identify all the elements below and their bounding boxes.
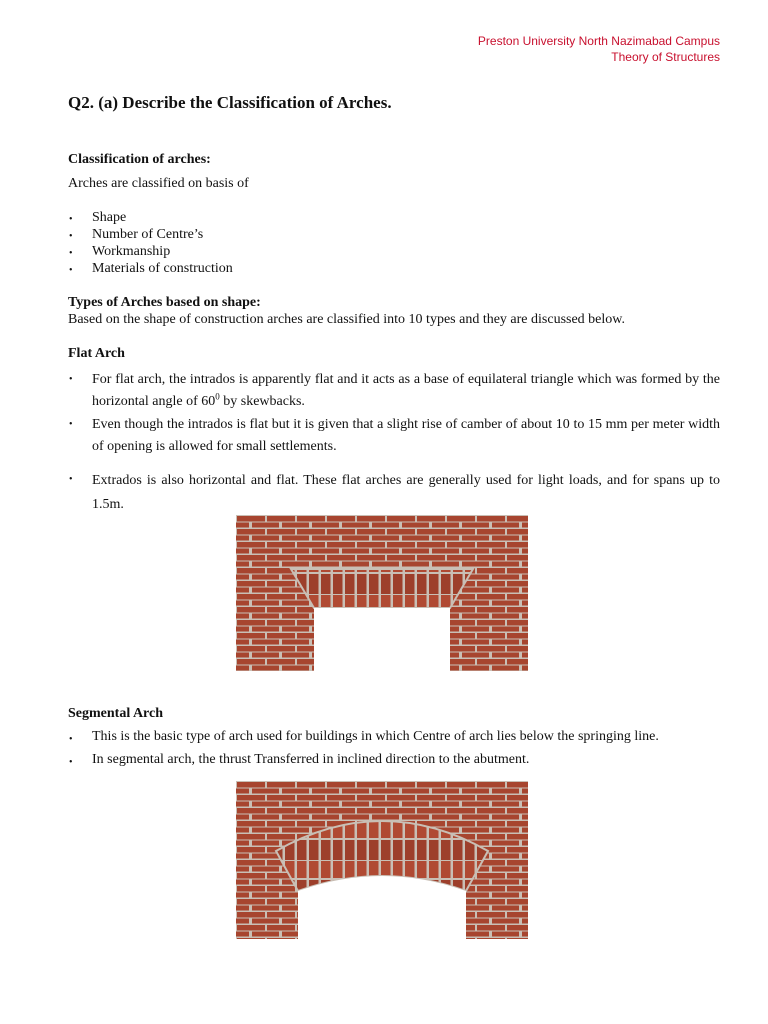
list-item: Number of Centre’s [92,227,204,242]
classification-heading: Classification of arches: [68,152,211,167]
bullet-icon: • [69,248,73,259]
segmental-arch-bullet-1: This is the basic type of arch used for buildings in which Centre of arch lies below the springing line. [92,729,659,744]
bullet-icon: • [69,265,73,276]
bullet-icon: • [69,419,73,430]
segmental-arch-figure [236,781,528,939]
types-heading: Types of Arches based on shape: [68,295,261,310]
classification-intro: Arches are classified on basis of [68,176,249,191]
list-item: Workmanship [92,244,171,259]
flat-arch-bullet-1: For flat arch, the intrados is apparently flat and it acts as a base of equilateral triangle which was formed by the horizontal angle of $60^0$ by skewbacks. [92,372,720,409]
flat-arch-bullet-2: Even though the intrados is flat but it is given that a slight rise of camber of about 10 to 15 mm per meter width of opening is allowed for small settlements. [92,417,720,454]
segmental-arch-heading: Segmental Arch [68,706,164,721]
header-campus: Preston University North Nazimabad Campus [477,34,720,48]
header-course: Theory of Structures [611,50,720,64]
bullet-icon: • [69,734,73,745]
list-item: Materials of construction [92,261,233,276]
flat-arch-bullet-3: Extrados is also horizontal and flat. These flat arches are generally used for light loads, and for spans up to 1.5m. [92,473,720,512]
bullet-icon: • [69,214,73,225]
segmental-arch-bullet-2: In segmental arch, the thrust Transferred in inclined direction to the abutment. [92,752,530,767]
bullet-icon: • [69,231,73,242]
bullet-icon: • [69,474,73,485]
types-text: Based on the shape of construction arches are classified into 10 types and they are discussed below. [68,312,625,327]
flat-arch-figure [236,515,528,671]
flat-arch-heading: Flat Arch [68,346,125,361]
bullet-icon: • [69,374,73,385]
list-item: Shape [92,210,127,225]
bullet-icon: • [69,757,73,768]
question-title: Q2. (a) Describe the Classification of Arches. [68,93,392,112]
